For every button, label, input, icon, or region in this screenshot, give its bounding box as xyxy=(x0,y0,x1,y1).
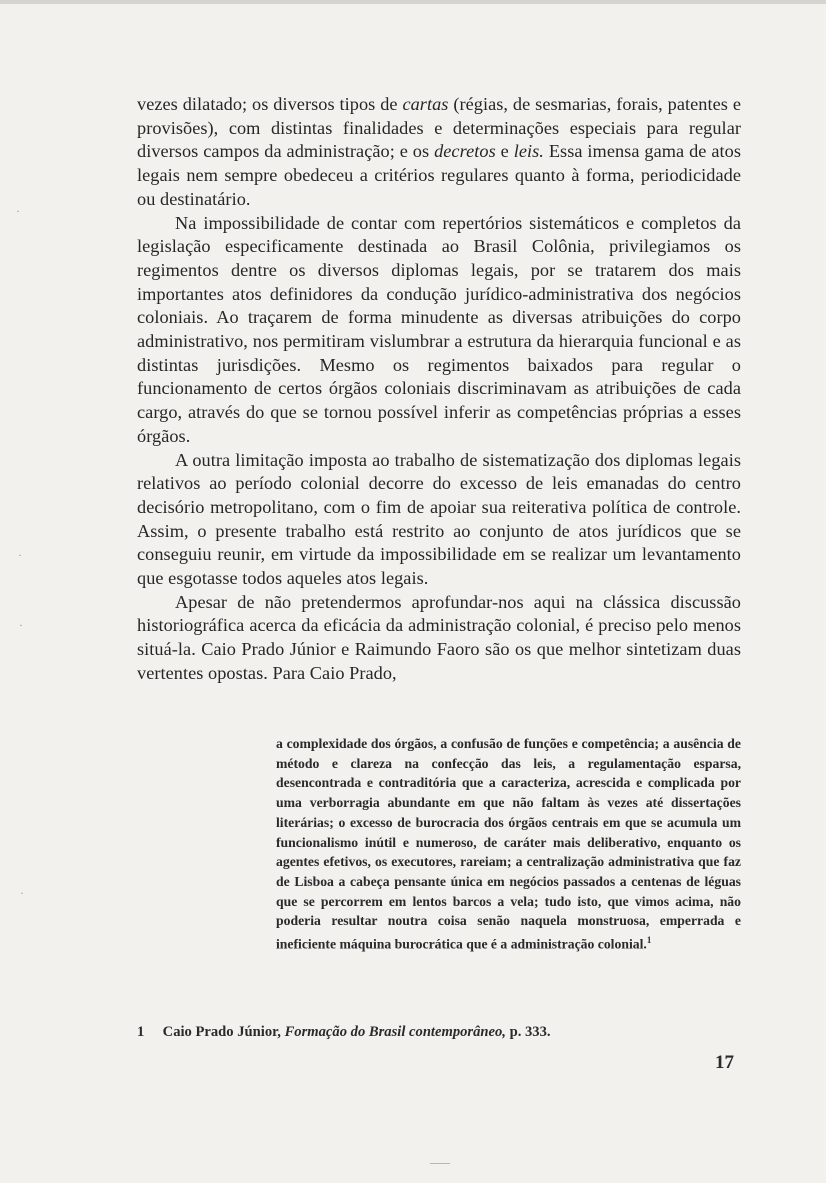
margin-speck: · xyxy=(20,886,24,900)
footnote-pages: p. 333. xyxy=(509,1024,551,1040)
paragraph-1: vezes dilatado; os diversos tipos de cartas (régias, de sesmarias, forais, patentes e provisões), com distintas finalidades e determinações especiais para regular diversos campos da administração; e os decretos e leis. Essa imensa gama de atos legais nem sempre obedeceu a critérios regulares quanto à forma, periodicidade ou destinatário. xyxy=(137,94,742,209)
margin-speck: · xyxy=(18,548,22,562)
margin-speck: · xyxy=(16,204,20,218)
bottom-edge-mark xyxy=(430,1163,450,1164)
block-quote-text: a complexidade dos órgãos, a confusão de funções e competência; a ausência de método e clareza na confecção das leis, a regulamentação esparsa, desencontrada e contraditória que a caracteriza, acrescida e complicada por uma verborragia abundante em que não faltam às vezes até dissertações literárias; o excesso de burocracia dos órgãos centrais em que se acumula um funcionalismo inútil e numeroso, de caráter mais deliberativo, enquanto os agentes efetivos, os executores, rareiam; a centralização administrativa que faz de Lisboa a cabeça pensante única em negócios passados a centenas de léguas que se percorrem em lentos barcos a vela; tudo isto, que vimos acima, não poderia resultar noutra coisa senão naquela monstruosa, emperrada e ineficiente máquina burocrática que é a administração colonial. xyxy=(276,736,741,952)
paragraph-2: Na impossibilidade de contar com repertórios sistemáticos e completos da legislação especificamente destinada ao Brasil Colônia, privilegiamos os regimentos dentre os diversos diplomas legais, por se tratarem dos mais importantes atos definidores da condução jurídico-administrativa dos negócios coloniais. Ao traçarem de forma minudente as diversas atribuições do corpo administrativo, nos permitiram vislumbrar a estrutura da hierarquia funcional e as distintas jurisdições. Mesmo os regimentos baixados para regular o funcionamento de certos órgãos coloniais discriminavam as atribuições de cada cargo, através do que se tornou possível inferir as competências próprias a esses órgãos. xyxy=(137,212,741,446)
main-text xyxy=(137,93,741,686)
footnote xyxy=(137,1022,741,1042)
footnote-title: Formação do Brasil contemporâneo, xyxy=(284,1024,506,1040)
page-top-edge xyxy=(0,0,826,4)
italic-cartas: cartas xyxy=(402,94,449,114)
italic-decretos: decretos xyxy=(434,141,496,162)
paragraph-3: A outra limitação imposta ao trabalho de sistematização dos diplomas legais relativos ao período colonial decorre do excesso de leis emanadas do centro decisório metropolitano, com o fim de apoiar sua reiterativa política de controle. Assim, o presente trabalho está restrito ao conjunto de atos jurídicos que se conseguiu reunir, em virtude da impossibilidade em se realizar um levantamento que esgotasse todos aqueles atos legais. xyxy=(137,449,741,589)
block-quote xyxy=(276,734,741,954)
footnote-marker: 1 xyxy=(137,1024,145,1040)
footnote-author: Caio Prado Júnior, xyxy=(162,1024,281,1040)
italic-leis: leis. xyxy=(513,141,544,162)
paragraph-4: Apesar de não pretendermos aprofundar-nos aqui na clássica discussão historiográfica acerca da eficácia da administração colonial, é preciso pelo menos situá-la. Caio Prado Júnior e Raimundo Faoro são os que melhor sintetizam duas vertentes opostas. Para Caio Prado, xyxy=(137,591,741,683)
page-number: 17 xyxy=(715,1052,734,1073)
margin-speck: · xyxy=(19,618,23,632)
footnote-reference[interactable]: 1 xyxy=(646,935,652,946)
